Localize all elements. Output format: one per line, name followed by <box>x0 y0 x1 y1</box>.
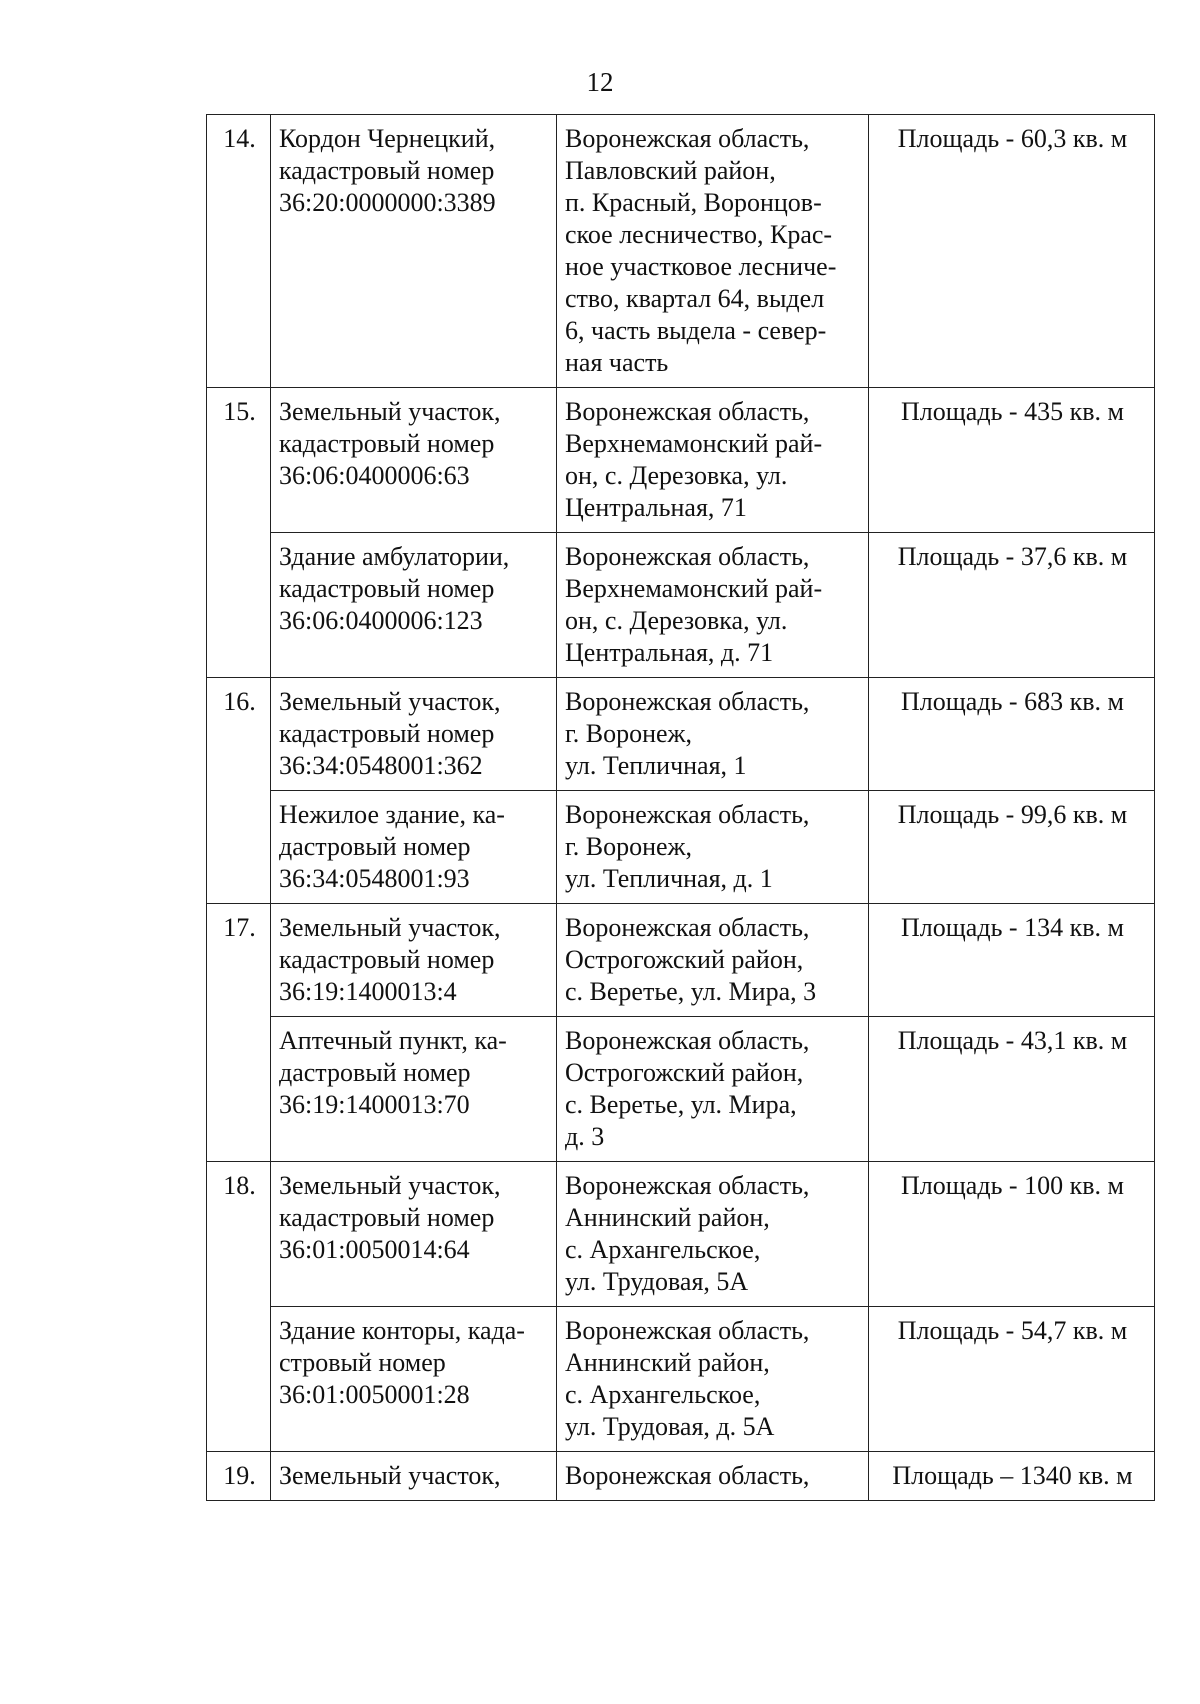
address-cell-line: Воронежская область, <box>565 800 810 829</box>
table-row <box>207 678 1155 791</box>
object-cell-line: 36:01:0050014:64 <box>279 1235 470 1264</box>
property-table <box>206 114 1155 1501</box>
address-cell-line: Воронежская область, <box>565 397 810 426</box>
address-cell <box>557 1307 869 1452</box>
address-cell <box>557 533 869 678</box>
address-cell-line: с. Веретье, ул. Мира, 3 <box>565 977 817 1006</box>
object-cell <box>271 1307 557 1452</box>
area-cell: Площадь - 134 кв. м <box>869 904 1155 1017</box>
address-cell-line: г. Воронеж, <box>565 832 692 861</box>
object-cell-line: 36:01:0050001:28 <box>279 1380 470 1409</box>
address-cell-line: п. Красный, Воронцов- <box>565 188 822 217</box>
object-cell-line: Земельный участок, <box>279 913 501 942</box>
object-cell-line: кадастровый номер <box>279 719 495 748</box>
row-number: 17. <box>207 904 271 1162</box>
object-cell <box>271 678 557 791</box>
object-cell <box>271 904 557 1017</box>
address-cell-line: с. Архангельское, <box>565 1380 761 1409</box>
area-cell: Площадь - 435 кв. м <box>869 388 1155 533</box>
table-row <box>207 388 1155 533</box>
address-cell-line: Центральная, 71 <box>565 493 747 522</box>
object-cell-line: дастровый номер <box>279 1058 471 1087</box>
object-cell-line: Нежилое здание, ка- <box>279 800 505 829</box>
object-cell <box>271 388 557 533</box>
object-cell-line: кадастровый номер <box>279 1203 495 1232</box>
address-cell <box>557 678 869 791</box>
address-cell-line: ная часть <box>565 348 669 377</box>
address-cell-line: с. Архангельское, <box>565 1235 761 1264</box>
object-cell-line: 36:34:0548001:362 <box>279 751 483 780</box>
area-cell: Площадь - 60,3 кв. м <box>869 115 1155 388</box>
object-cell-line: Земельный участок, <box>279 397 501 426</box>
address-cell <box>557 1452 869 1501</box>
table-row <box>207 1452 1155 1501</box>
table-row <box>207 1017 1155 1162</box>
address-cell-line: ул. Трудовая, д. 5А <box>565 1412 775 1441</box>
object-cell-line: 36:34:0548001:93 <box>279 864 470 893</box>
address-cell-line: Воронежская область, <box>565 542 810 571</box>
object-cell-line: кадастровый номер <box>279 156 495 185</box>
address-cell-line: Воронежская область, <box>565 1316 810 1345</box>
object-cell-line: 36:19:1400013:70 <box>279 1090 470 1119</box>
address-cell <box>557 115 869 388</box>
object-cell-line: 36:06:0400006:123 <box>279 606 483 635</box>
address-cell-line: 6, часть выдела - север- <box>565 316 827 345</box>
area-cell: Площадь - 37,6 кв. м <box>869 533 1155 678</box>
address-cell-line: Воронежская область, <box>565 913 810 942</box>
address-cell-line: Воронежская область, <box>565 124 810 153</box>
object-cell-line: стровый номер <box>279 1348 446 1377</box>
object-cell-line: кадастровый номер <box>279 574 495 603</box>
area-cell: Площадь - 54,7 кв. м <box>869 1307 1155 1452</box>
area-cell: Площадь – 1340 кв. м <box>869 1452 1155 1501</box>
address-cell-line: он, с. Дерезовка, ул. <box>565 461 788 490</box>
row-number: 14. <box>207 115 271 388</box>
object-cell <box>271 533 557 678</box>
address-cell-line: Воронежская область, <box>565 1461 810 1490</box>
page-number: 12 <box>586 67 614 97</box>
table-row <box>207 533 1155 678</box>
address-cell-line: Острогожский район, <box>565 1058 804 1087</box>
address-cell-line: ул. Трудовая, 5А <box>565 1267 749 1296</box>
address-cell-line: д. 3 <box>565 1122 605 1151</box>
address-cell-line: Воронежская область, <box>565 1026 810 1055</box>
row-number: 16. <box>207 678 271 904</box>
table-row <box>207 904 1155 1017</box>
object-cell-line: 36:06:0400006:63 <box>279 461 470 490</box>
address-cell-line: Воронежская область, <box>565 687 810 716</box>
object-cell-line: Здание амбулатории, <box>279 542 510 571</box>
area-cell: Площадь - 100 кв. м <box>869 1162 1155 1307</box>
row-number: 19. <box>207 1452 271 1501</box>
area-cell: Площадь - 683 кв. м <box>869 678 1155 791</box>
address-cell-line: с. Веретье, ул. Мира, <box>565 1090 797 1119</box>
object-cell <box>271 1452 557 1501</box>
address-cell-line: ул. Тепличная, 1 <box>565 751 747 780</box>
object-cell <box>271 1017 557 1162</box>
address-cell <box>557 388 869 533</box>
address-cell-line: Воронежская область, <box>565 1171 810 1200</box>
address-cell-line: г. Воронеж, <box>565 719 692 748</box>
address-cell-line: Верхнемамонский рай- <box>565 574 823 603</box>
object-cell-line: 36:19:1400013:4 <box>279 977 457 1006</box>
address-cell-line: Аннинский район, <box>565 1348 770 1377</box>
object-cell-line: кадастровый номер <box>279 945 495 974</box>
object-cell <box>271 115 557 388</box>
object-cell-line: Земельный участок, <box>279 1171 501 1200</box>
address-cell <box>557 1017 869 1162</box>
address-cell <box>557 1162 869 1307</box>
address-cell-line: Аннинский район, <box>565 1203 770 1232</box>
address-cell-line: он, с. Дерезовка, ул. <box>565 606 788 635</box>
table-row <box>207 1307 1155 1452</box>
object-cell-line: Кордон Чернецкий, <box>279 124 496 153</box>
row-number: 15. <box>207 388 271 678</box>
row-number: 18. <box>207 1162 271 1452</box>
area-cell: Площадь - 99,6 кв. м <box>869 791 1155 904</box>
object-cell-line: дастровый номер <box>279 832 471 861</box>
address-cell-line: Острогожский район, <box>565 945 804 974</box>
object-cell <box>271 791 557 904</box>
object-cell-line: Аптечный пункт, ка- <box>279 1026 507 1055</box>
address-cell-line: ское лесничество, Крас- <box>565 220 833 249</box>
address-cell-line: Верхнемамонский рай- <box>565 429 823 458</box>
object-cell <box>271 1162 557 1307</box>
object-cell-line: Здание конторы, када- <box>279 1316 525 1345</box>
address-cell-line: Центральная, д. 71 <box>565 638 774 667</box>
object-cell-line: 36:20:0000000:3389 <box>279 188 496 217</box>
address-cell-line: ное участковое лесниче- <box>565 252 837 281</box>
table-row <box>207 1162 1155 1307</box>
address-cell <box>557 791 869 904</box>
table-row <box>207 791 1155 904</box>
table-row <box>207 115 1155 388</box>
object-cell-line: Земельный участок, <box>279 1461 501 1490</box>
object-cell-line: кадастровый номер <box>279 429 495 458</box>
address-cell <box>557 904 869 1017</box>
address-cell-line: Павловский район, <box>565 156 776 185</box>
object-cell-line: Земельный участок, <box>279 687 501 716</box>
address-cell-line: ул. Тепличная, д. 1 <box>565 864 773 893</box>
area-cell: Площадь - 43,1 кв. м <box>869 1017 1155 1162</box>
property-table-body <box>207 115 1155 1501</box>
address-cell-line: ство, квартал 64, выдел <box>565 284 825 313</box>
